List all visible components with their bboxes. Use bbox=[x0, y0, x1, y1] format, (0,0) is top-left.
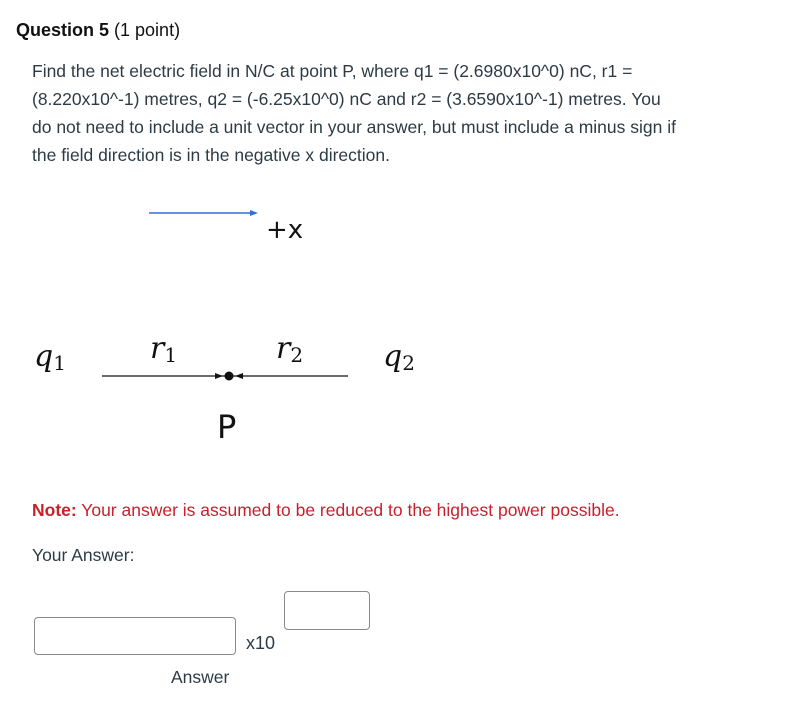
question-text bbox=[32, 57, 752, 169]
point-p-dot bbox=[225, 372, 234, 381]
direction-label: +x bbox=[266, 215, 304, 245]
question-line: Find the net electric field in N/C at point P, where q1 = (2.6980x10^0) nC, r1 = bbox=[32, 61, 633, 81]
r2-arrow-icon bbox=[235, 373, 243, 379]
times-ten-label: x10 bbox=[246, 633, 276, 653]
question-line: do not need to include a unit vector in your answer, but must include a minus sign if bbox=[32, 117, 676, 137]
question-line: (8.220x10^-1) metres, q2 = (-6.25x10^0) nC and r2 = (3.6590x10^-1) metres. You bbox=[32, 89, 661, 109]
r1-label: r1 bbox=[150, 331, 178, 367]
charge-diagram bbox=[0, 180, 808, 450]
r2-label: r2 bbox=[276, 331, 304, 367]
note-bold: Note: bbox=[32, 500, 77, 520]
point-p-label: P bbox=[217, 408, 237, 446]
note-text bbox=[32, 500, 620, 521]
answer-caption: Answer bbox=[171, 667, 230, 687]
q1-label: q1 bbox=[34, 339, 66, 375]
question-points: (1 point) bbox=[114, 20, 181, 40]
question-title: Question 5 bbox=[16, 20, 110, 40]
q2-label: q2 bbox=[383, 339, 415, 375]
question-header bbox=[16, 20, 180, 41]
arrowhead-icon bbox=[250, 210, 258, 216]
mantissa-input[interactable] bbox=[34, 617, 236, 655]
your-answer-label: Your Answer: bbox=[32, 545, 135, 565]
note-body: Your answer is assumed to be reduced to the highest power possible. bbox=[76, 500, 620, 520]
r1-arrow-icon bbox=[215, 373, 223, 379]
exponent-input[interactable] bbox=[284, 591, 370, 630]
question-line: the field direction is in the negative x direction. bbox=[32, 145, 390, 165]
